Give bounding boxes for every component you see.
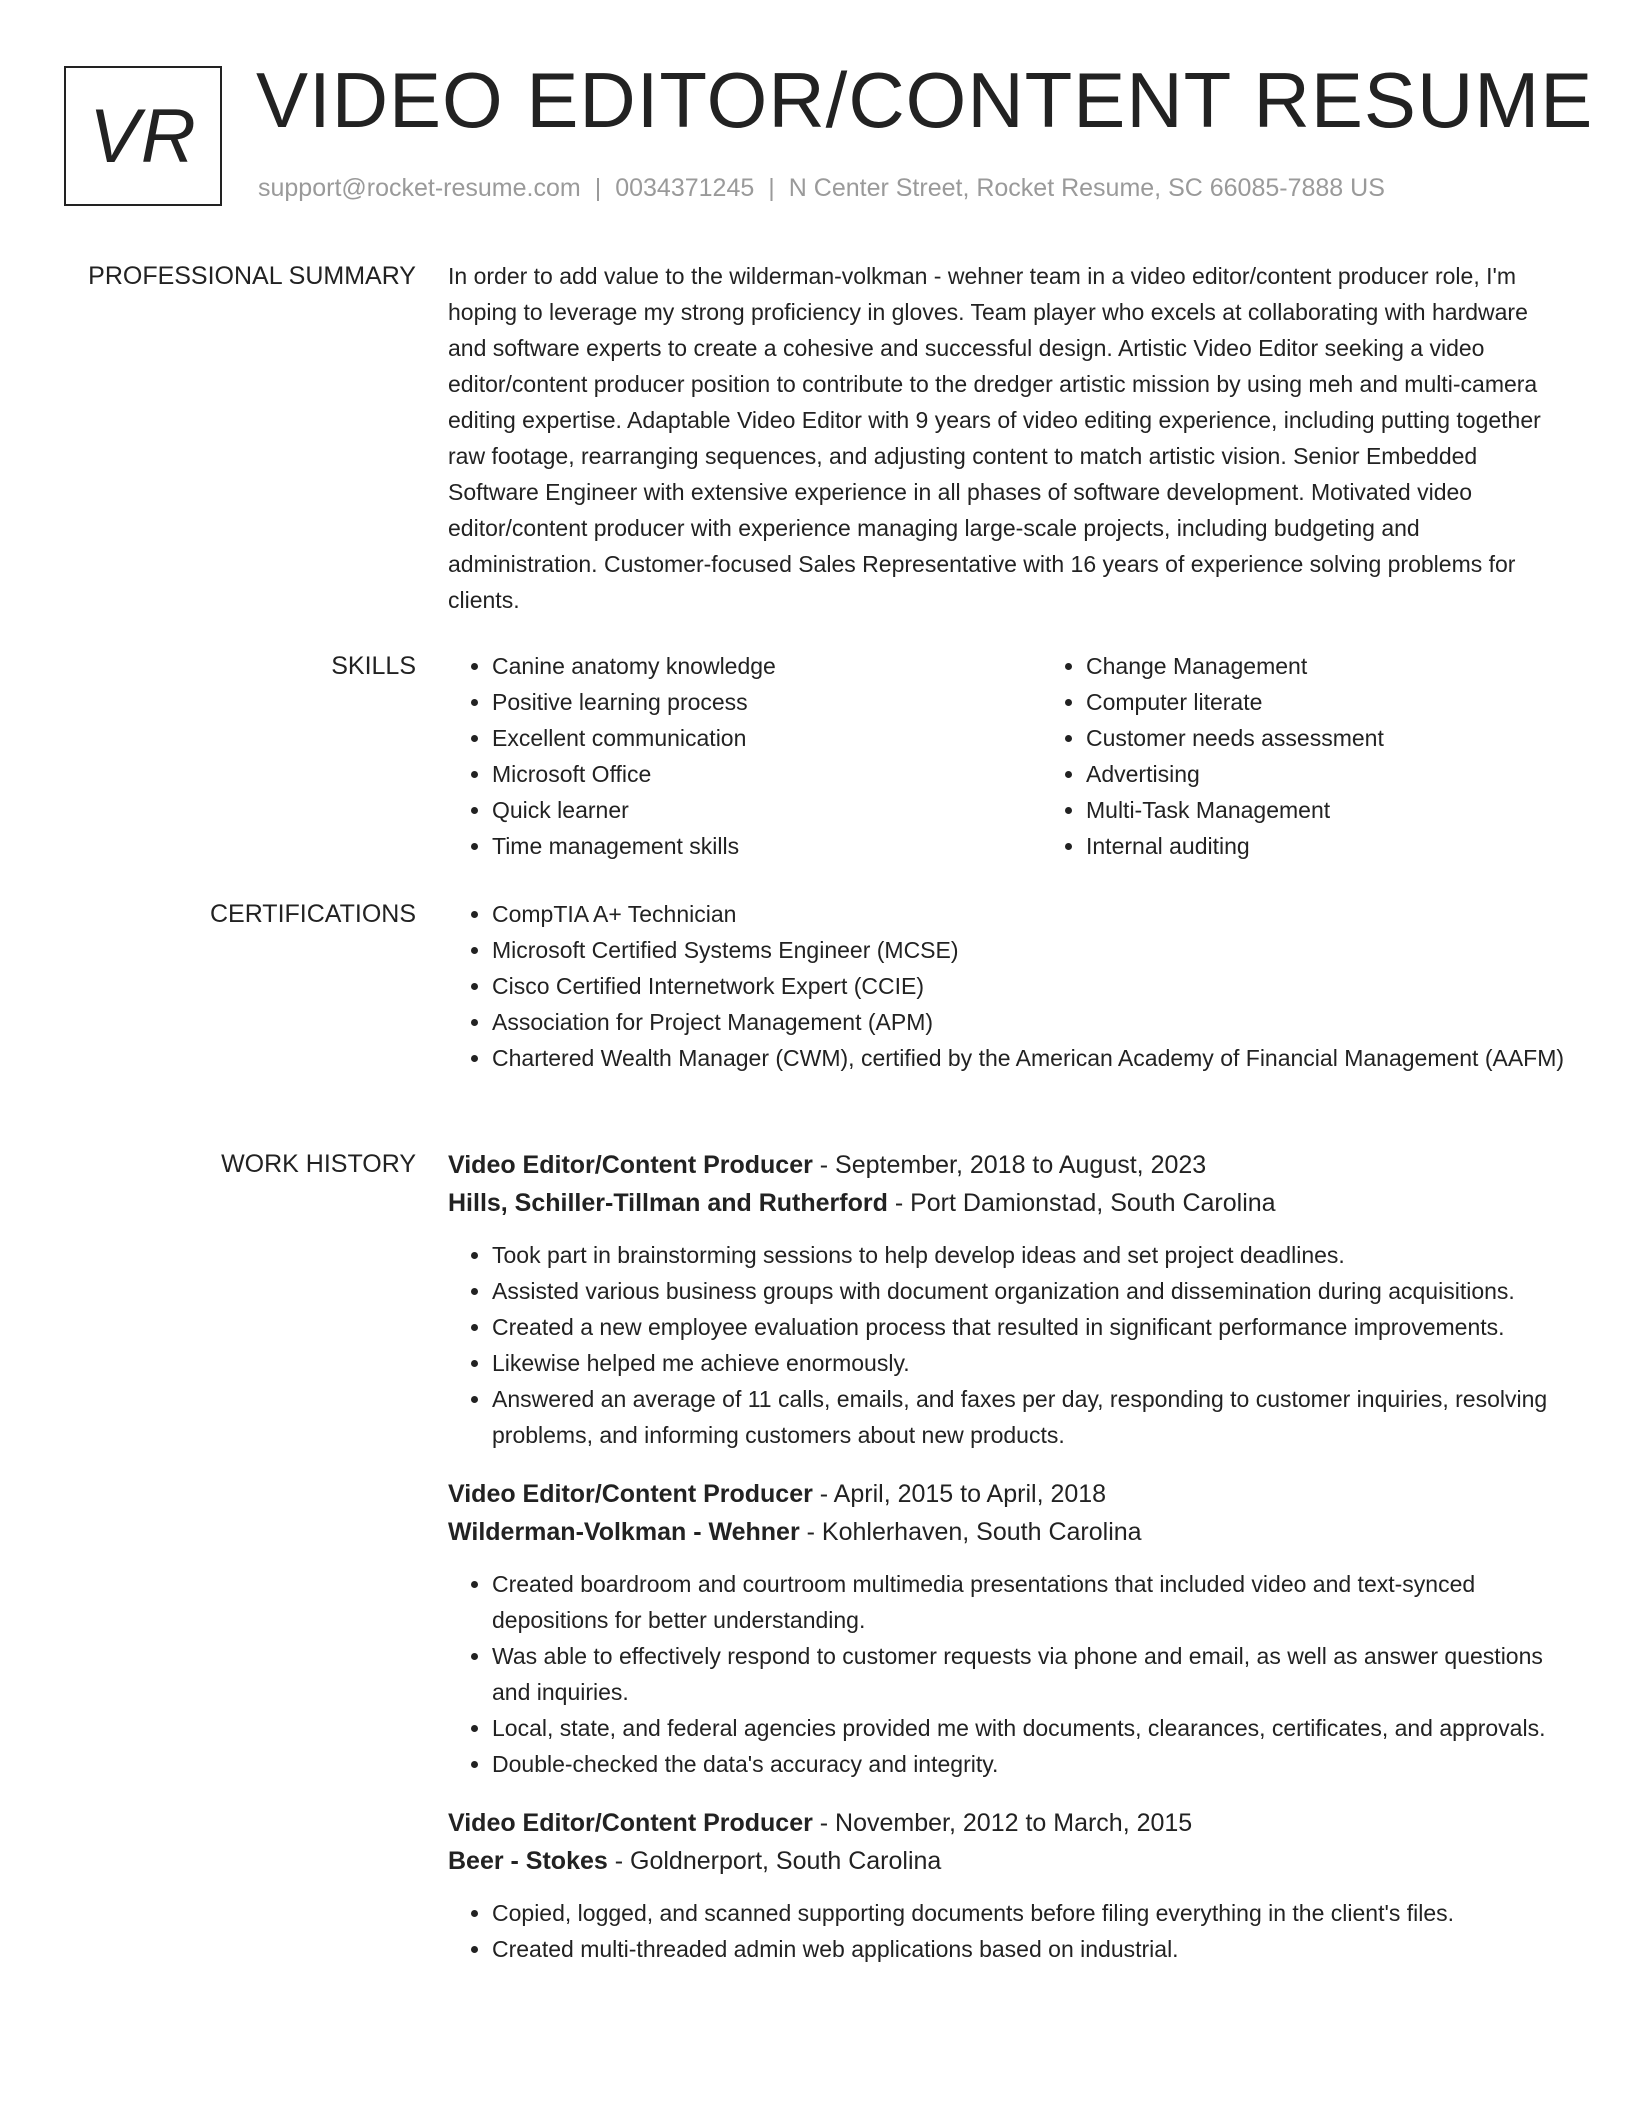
work-history-body (448, 1146, 1568, 1989)
skill-item: • Customer needs assessment (1086, 720, 1632, 756)
job-duty: • Took part in brainstorming sessions to help develop ideas and set project deadlines. (492, 1237, 1568, 1273)
job-company-line (448, 1513, 1568, 1551)
job-dates: - November, 2012 to March, 2015 (812, 1809, 1193, 1837)
skill-item: • Time management skills (492, 828, 1042, 864)
skill-item: • Positive learning process (492, 684, 1042, 720)
job-company: Beer - Stokes (448, 1847, 608, 1875)
contact-separator: | (768, 174, 775, 202)
resume-title: VIDEO EDITOR/CONTENT RESUME (256, 56, 1594, 144)
job-location: - Goldnerport, South Carolina (607, 1847, 942, 1875)
skill-item: • Canine anatomy knowledge (492, 648, 1042, 684)
monogram-initials: VR (64, 66, 222, 206)
contact-address: N Center Street, Rocket Resume, SC 66085-7888 US (788, 174, 1385, 202)
job-duty: • Local, state, and federal agencies provided me with documents, clearances, certificates, and approvals. (492, 1710, 1568, 1746)
summary-body (448, 258, 1568, 618)
skill-item: • Excellent communication (492, 720, 1042, 756)
job-title: Video Editor/Content Producer (448, 1809, 813, 1837)
certification-item: • Microsoft Certified Systems Engineer (MCSE) (492, 932, 1568, 968)
job-company-line (448, 1184, 1568, 1222)
skill-item: • Quick learner (492, 792, 1042, 828)
job-duty: • Copied, logged, and scanned supporting documents before filing everything in the client's files. (492, 1895, 1568, 1931)
job-duty: • Created boardroom and courtroom multimedia presentations that included video and text-synced depositions for better understanding. (492, 1566, 1568, 1638)
certification-item: • Chartered Wealth Manager (CWM), certified by the American Academy of Financial Management (AAFM) (492, 1040, 1568, 1076)
skills-list-right (1042, 648, 1632, 864)
certification-item: • CompTIA A+ Technician (492, 896, 1568, 932)
summary-text: In order to add value to the wilderman-volkman - wehner team in a video editor/content producer role, I'm hoping to leverage my strong proficiency in gloves. Team player who excels at collaborating with hardware and software experts to create a cohesive and successful design. Artistic Video Editor seeking a video editor/content producer position to contribute to the dredger artistic mission by using meh and multi-camera editing expertise. Adaptable Video Editor with 9 years of video editing experience, including putting together raw footage, rearranging sequences, and adjusting content to match artistic vision. Senior Embedded Software Engineer with extensive experience in all phases of software development. Motivated video editor/content producer with experience managing large-scale projects, including budgeting and administration. Customer-focused Sales Representative with 16 years of experience solving problems for clients. (448, 263, 1541, 613)
certifications-list (448, 896, 1568, 1076)
contact-line (258, 174, 1385, 203)
job-duty: • Likewise helped me achieve enormously. (492, 1345, 1568, 1381)
skill-item: • Internal auditing (1086, 828, 1632, 864)
contact-email: support@rocket-resume.com (258, 174, 581, 202)
job-company-line (448, 1842, 1568, 1880)
job-duty: • Answered an average of 11 calls, emails, and faxes per day, responding to customer inquiries, resolving problems, and informing customers about new products. (492, 1381, 1568, 1453)
job-duty: • Assisted various business groups with document organization and dissemination during acquisitions. (492, 1273, 1568, 1309)
certification-item: • Association for Project Management (APM) (492, 1004, 1568, 1040)
job-title-line (448, 1804, 1568, 1842)
skills-heading: SKILLS (331, 652, 416, 680)
skill-item: • Computer literate (1086, 684, 1632, 720)
job-duties (448, 1237, 1568, 1453)
skills-list-left (448, 648, 1042, 864)
certifications-body (448, 896, 1568, 1076)
job-location: - Port Damionstad, South Carolina (887, 1189, 1276, 1217)
job-duties (448, 1566, 1568, 1782)
skill-item: • Multi-Task Management (1086, 792, 1632, 828)
summary-heading: PROFESSIONAL SUMMARY (88, 262, 416, 290)
job-dates: - April, 2015 to April, 2018 (812, 1480, 1107, 1508)
job-duty: • Created multi-threaded admin web applications based on industrial. (492, 1931, 1568, 1967)
job-entry (448, 1804, 1568, 1967)
job-title-line (448, 1146, 1568, 1184)
job-duty: • Created a new employee evaluation process that resulted in significant performance improvements. (492, 1309, 1568, 1345)
job-duty: • Was able to effectively respond to customer requests via phone and email, as well as answer questions and inquiries. (492, 1638, 1568, 1710)
certification-item: • Cisco Certified Internetwork Expert (CCIE) (492, 968, 1568, 1004)
skill-item: • Change Management (1086, 648, 1632, 684)
work-history-heading: WORK HISTORY (221, 1150, 416, 1178)
job-title: Video Editor/Content Producer (448, 1480, 813, 1508)
job-duty: • Double-checked the data's accuracy and integrity. (492, 1746, 1568, 1782)
contact-phone: 0034371245 (615, 174, 755, 202)
job-dates: - September, 2018 to August, 2023 (812, 1151, 1207, 1179)
job-company: Wilderman-Volkman - Wehner (448, 1518, 800, 1546)
job-company: Hills, Schiller-Tillman and Rutherford (448, 1189, 888, 1217)
skill-item: • Advertising (1086, 756, 1632, 792)
job-title: Video Editor/Content Producer (448, 1151, 813, 1179)
certifications-heading: CERTIFICATIONS (209, 900, 416, 928)
skill-item: • Microsoft Office (492, 756, 1042, 792)
job-entry (448, 1146, 1568, 1453)
contact-separator: | (594, 174, 602, 202)
job-entry (448, 1475, 1568, 1782)
skills-body (448, 648, 1568, 864)
job-duties (448, 1895, 1568, 1967)
job-location: - Kohlerhaven, South Carolina (799, 1518, 1142, 1546)
job-title-line (448, 1475, 1568, 1513)
